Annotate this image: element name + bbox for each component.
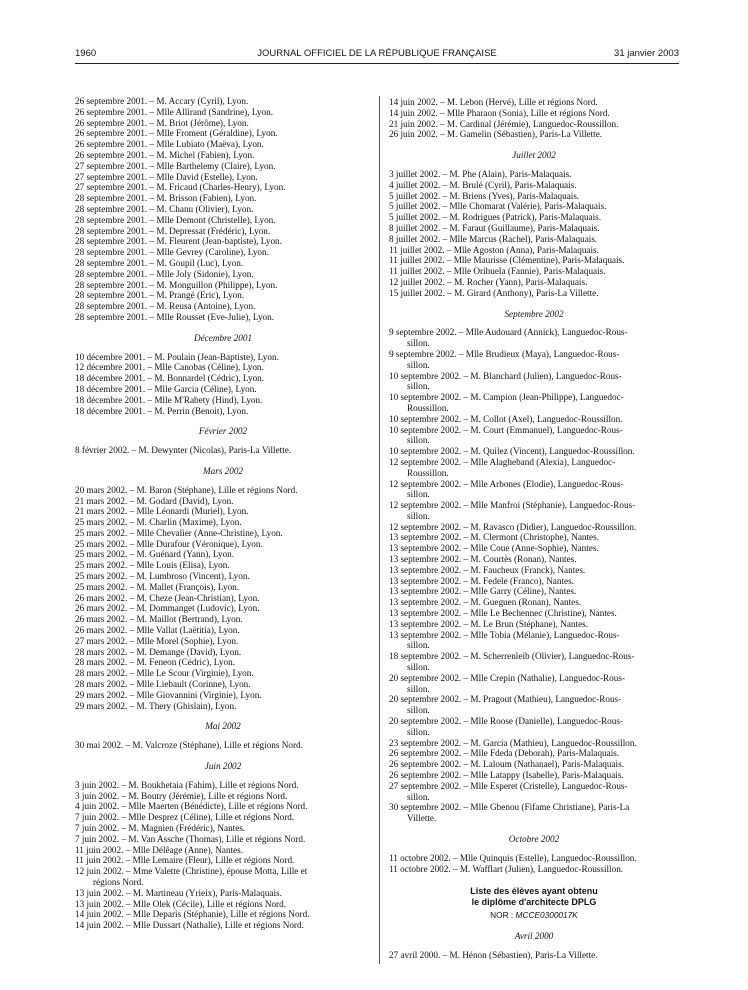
entry-text: 14 juin 2002. – Mlle Dussart (Nathalie), Lille et régions Nord. [75,920,304,931]
entry-text: 20 septembre 2002. – Mlle Roose (Danielle), Languedoc-Rous- [389,716,623,727]
entry-text: 12 juillet 2002. – M. Rocher (Yann), Paris-Malaquais. [389,276,588,287]
entry-text: 26 mars 2002. – Mlle Vallat (Laëtitia), Lyon. [75,625,240,636]
list-entry [75,352,371,363]
entry-text: 7 juin 2002. – Mlle Desprez (Céline), Lille et régions Nord. [75,812,295,823]
issue-date: 31 janvier 2003 [614,48,679,59]
list-entry [389,586,679,597]
month-heading: Septembre 2002 [504,308,564,319]
entry-text: 11 juin 2002. – Mlle Délêage (Anne), Nantes. [75,844,244,855]
entry-text: 3 juin 2002. – M. Boukhetaia (Fahim), Lille et régions Nord. [75,779,299,790]
entry-text: 26 septembre 2001. – M. Accary (Cyril), Lyon. [75,96,249,106]
entry-text: 15 juillet 2002. – M. Girard (Anthony), Paris-La Villette. [389,287,599,298]
list-entry [75,593,371,604]
list-entry [389,180,679,191]
list-entry [75,888,371,899]
list-entry [389,522,679,533]
list-entry [75,549,371,560]
list-entry [75,496,371,507]
entry-text: 23 septembre 2002. – M. Garcia (Mathieu), Languedoc-Roussillon. [389,737,637,748]
list-entry [389,716,679,738]
entry-text: 13 septembre 2002. – Mlle Le Bechennec (Christine), Nantes. [389,608,617,619]
list-entry [389,673,679,695]
diploma-title [389,886,679,907]
entry-text: 28 mars 2002. – Mlle Le Scour (Virginie), Lyon. [75,668,254,679]
entry-continuation: sillon. [407,683,430,694]
entry-text: 14 juin 2002. – M. Lebon (Hervé), Lille et régions Nord. [389,97,598,107]
entry-continuation: sillon. [407,510,430,521]
entry-text: 12 septembre 2002. – Mlle Manfroi (Stéphanie), Languedoc-Rous- [389,500,636,511]
list-entry [389,446,679,457]
list-entry [75,909,371,920]
month-heading: Avril 2000 [514,931,554,942]
entry-text: 26 mars 2002. – M. Dommanget (Ludovic), Lyon. [75,603,260,614]
header-rule [75,63,679,64]
entry-text: 28 septembre 2001. – M. Depressat (Frédéric), Lyon. [75,225,271,236]
entry-text: 18 décembre 2001. – Mlle M'Rabety (Hind), Lyon. [75,394,263,405]
list-entry [389,500,679,522]
entry-text: 21 mars 2002. – M. Godard (David), Lyon. [75,495,234,506]
list-entry [75,582,371,593]
entry-text: 12 septembre 2002. – Mlle Alagheband (Alexia), Languedoc- [389,456,616,467]
list-entry [75,373,371,384]
list-entry [389,554,679,565]
entry-text: 4 juillet 2002. – M. Brulé (Cyril), Paris-Malaquais. [389,179,577,190]
entry-text: 10 septembre 2002. – M. Quilez (Vincent), Languedoc-Roussillon. [389,446,635,457]
list-entry [75,603,371,614]
list-entry [389,97,679,108]
list-entry [389,234,679,245]
month-heading: Décembre 2001 [193,332,253,343]
list-entry [75,384,371,395]
entry-text: 5 juillet 2002. – M. Briens (Yves), Paris-Malaquais. [389,190,580,201]
entry-text: 21 juin 2002. – M. Cardinal (Jérémie), Languedoc-Roussillon. [389,118,619,129]
entry-text: 27 septembre 2002. – Mlle Esperet (Cristelle), Languedoc-Rous- [389,780,628,791]
right-column [389,97,679,961]
list-entry [75,679,371,690]
diploma-title-line: Liste des élèves ayant obtenu [470,886,598,897]
list-entry [389,576,679,587]
list-entry [75,118,371,129]
entry-text: 13 septembre 2002. – M. Faucheux (Franck), Nantes. [389,564,586,575]
list-entry [75,215,371,226]
entry-text: 26 septembre 2002. – Mlle Latappy (Isabelle), Paris-Malaquais. [389,770,624,781]
entry-text: 8 juillet 2002. – M. Faraut (Guillaume), Paris-Malaquais. [389,222,600,233]
list-entry [75,128,371,139]
entry-continuation: sillon. [407,435,430,446]
entry-text: 28 septembre 2001. – M. Chanu (Olivier), Lyon. [75,203,254,214]
entry-text: 10 septembre 2002. – M. Blanchard (Julien), Languedoc-Rous- [389,370,622,381]
list-entry [75,506,371,517]
list-entry [75,150,371,161]
entry-text: 11 juillet 2002. – Mlle Orihuela (Fannie), Paris-Malaquais. [389,266,606,277]
entry-text: 18 décembre 2001. – Mlle Garcia (Céline), Lyon. [75,383,257,394]
list-entry [389,802,679,824]
list-entry [389,694,679,716]
list-entry [389,543,679,554]
entry-text: 12 juin 2002. – Mme Valette (Christine), épouse Motta, Lille et [75,866,308,877]
list-entry [389,266,679,277]
entry-text: 30 septembre 2002. – Mlle Gbenou (Fifame Christiane), Paris-La [389,802,630,813]
entry-text: 14 juin 2002. – Mlle Deparis (Stéphanie), Lille et régions Nord. [75,909,310,920]
journal-title: JOURNAL OFFICIEL DE LA RÉPUBLIQUE FRANÇAISE [257,48,497,59]
entry-text: 5 juillet 2002. – M. Rodrigues (Patrick), Paris-Malaquais. [389,212,602,223]
entry-text: 12 décembre 2001. – Mlle Canobas (Céline), Lyon. [75,362,264,373]
list-entry [75,193,371,204]
entry-text: 18 décembre 2001. – M. Perrin (Benoit), Lyon. [75,405,249,416]
list-entry [389,619,679,630]
list-entry [389,565,679,576]
list-entry [389,191,679,202]
list-entry [389,651,679,673]
list-entry [389,738,679,749]
list-entry [75,812,371,823]
entry-text: 27 mars 2002. – Mlle Morel (Sophie), Lyon. [75,635,239,646]
entry-text: 13 septembre 2002. – M. Fedele (Franco), Nantes. [389,575,574,586]
list-entry [389,597,679,608]
entry-continuation: sillon. [407,791,430,802]
entry-text: 28 mars 2002. – Mlle Liebault (Corinne), Lyon. [75,679,251,690]
entry-text: 4 juin 2002. – Mlle Maerten (Bénédicte), Lille et régions Nord. [75,801,308,812]
list-entry [389,532,679,543]
diploma-title-line: le diplôme d'architecte DPLG [471,896,597,907]
list-entry [75,301,371,312]
list-entry [389,414,679,425]
entry-text: 11 juillet 2002. – Mlle Agoston (Anna), Paris-Malaquais. [389,244,599,255]
entry-text: 28 septembre 2001. – Mlle Joly (Sidonie), Lyon. [75,268,254,279]
month-heading: Mai 2002 [205,721,241,732]
list-entry [75,647,371,658]
entry-text: 9 septembre 2002. – Mlle Brudieux (Maya), Languedoc-Rous- [389,348,620,359]
list-entry [389,781,679,803]
list-entry [75,855,371,866]
entry-text: 13 septembre 2002. – M. Courtès (Ronan), Nantes. [389,554,577,565]
entry-text: 26 juin 2002. – M. Gamelin (Sébastien), Paris-La Villette. [389,129,603,140]
entry-text: 9 septembre 2002. – Mlle Audouard (Annick), Languedoc-Rous- [389,327,628,338]
entry-text: 28 septembre 2001. – M. Prangé (Eric), Lyon. [75,290,245,301]
list-entry [75,560,371,571]
entry-text: 26 septembre 2001. – Mlle Allirand (Sandrine), Lyon. [75,106,274,117]
entry-text: 26 septembre 2001. – Mlle Lubiato (Maëva), Lyon. [75,139,264,150]
entry-text: 27 septembre 2001. – Mlle David (Estelle), Lyon. [75,171,258,182]
list-entry [75,280,371,291]
entry-text: 12 septembre 2002. – M. Ravasco (Didier), Languedoc-Roussillon. [389,521,637,532]
entry-text: 28 mars 2002. – M. Demange (David), Lyon. [75,646,242,657]
left-column [75,96,371,931]
list-entry [75,395,371,406]
entry-text: 21 mars 2002. – Mlle Léonardi (Muriel), Lyon. [75,506,249,517]
list-entry [389,169,679,180]
list-entry [75,780,371,791]
entry-text: 25 mars 2002. – M. Lumbroso (Vincent), Lyon. [75,571,250,582]
entry-text: 13 juin 2002. – Mlle Olek (Cécile), Lille et régions Nord. [75,898,287,909]
entry-text: 13 septembre 2002. – M. Gueguen (Ronan), Nantes. [389,597,582,608]
entry-text: 13 septembre 2002. – Mlle Garry (Céline), Nantes. [389,586,577,597]
entry-text: 18 décembre 2001. – M. Bonnardel (Cédric), Lyon. [75,373,265,384]
entry-text: 13 septembre 2002. – Mlle Tobia (Mélanie), Languedoc-Rous- [389,629,620,640]
entry-text: 26 septembre 2001. – M. Briot (Jérôme), Lyon. [75,117,249,128]
list-entry [75,406,371,417]
entry-text: 28 mars 2002. – M. Feneon (Cédric), Lyon. [75,657,235,668]
entry-text: 25 mars 2002. – M. Charlin (Maxime), Lyon. [75,517,242,528]
list-entry [389,119,679,130]
list-entry [75,571,371,582]
entry-text: 26 septembre 2001. – Mlle Froment (Géraldine), Lyon. [75,128,278,139]
page-header [75,48,679,62]
list-entry [75,920,371,931]
list-entry [75,96,371,107]
list-entry [75,740,371,751]
list-entry [75,362,371,373]
entry-text: 26 septembre 2002. – Mlle Fdeda (Deborah), Paris-Malaquais. [389,748,620,759]
list-entry [75,668,371,679]
list-entry [75,701,371,712]
list-entry [389,853,679,864]
list-entry [75,636,371,647]
month-heading: Juin 2002 [204,761,242,772]
entry-text: 3 juin 2002. – M. Boutry (Jérémie), Lille et régions Nord. [75,790,288,801]
entry-continuation: sillon. [407,359,430,370]
list-entry [75,172,371,183]
list-entry [389,212,679,223]
list-entry [75,290,371,301]
entry-text: 27 septembre 2001. – M. Fricaud (Charles-Henry), Lyon. [75,182,286,193]
list-entry [389,277,679,288]
list-entry [75,312,371,323]
entry-text: 25 mars 2002. – Mlle Chevalier (Anne-Christine), Lyon. [75,527,283,538]
entry-continuation: sillon. [407,489,430,500]
entry-text: 10 septembre 2002. – M. Campion (Jean-Philippe), Languedoc- [389,392,624,403]
entry-text: 10 décembre 2001. – M. Poulain (Jean-Baptiste), Lyon. [75,351,279,362]
entry-text: 28 septembre 2001. – M. Monguillon (Philippe), Lyon. [75,279,278,290]
list-entry [389,630,679,652]
entry-text: 20 mars 2002. – M. Baron (Stéphane), Lille et régions Nord. [75,484,298,495]
list-entry [389,759,679,770]
entry-text: 27 septembre 2001. – Mlle Barthelemy (Claire), Lyon. [75,160,276,171]
entry-text: 28 septembre 2001. – Mlle Gevrey (Caroline), Lyon. [75,247,269,258]
month-heading: Juillet 2002 [512,150,556,161]
entry-text: 26 septembre 2002. – M. Laloum (Nathanael), Paris-Malaquais. [389,759,624,770]
entry-text: 18 septembre 2002. – M. Scherrenleib (Olivier), Languedoc-Rous- [389,651,635,662]
entry-text: 28 septembre 2001. – M. Goupil (Luc), Lyon. [75,257,244,268]
list-entry [75,485,371,496]
entry-text: 13 septembre 2002. – M. Le Brun (Stéphane), Nantes. [389,618,589,629]
list-entry [75,625,371,636]
list-entry [389,371,679,393]
month-heading: Mars 2002 [202,465,244,476]
entry-text: 26 mars 2002. – M. Maillot (Bertrand), Lyon. [75,614,243,625]
list-entry [75,204,371,215]
entry-continuation: Roussillon. [407,402,449,413]
entry-text: 12 septembre 2002. – Mlle Arbones (Elodie), Languedoc-Rous- [389,478,624,489]
list-entry [389,748,679,759]
list-entry [75,258,371,269]
list-entry [75,690,371,701]
list-entry [389,770,679,781]
list-entry [389,108,679,119]
entry-text: 13 juin 2002. – M. Martineau (Yrieix), Paris-Malaquais. [75,887,282,898]
entry-text: 26 mars 2002. – M. Cheze (Jean-Christian), Lyon. [75,592,260,603]
entry-text: 11 octobre 2002. – Mlle Quinquis (Estelle), Languedoc-Roussillon. [389,852,637,863]
list-entry [389,223,679,234]
entry-text: 3 juillet 2002. – M. Phe (Alain), Paris-Malaquais. [389,168,572,179]
list-entry [389,425,679,447]
entry-text: 28 septembre 2001. – M. Brisson (Fabien), Lyon. [75,193,257,204]
entry-continuation: Villette. [407,813,437,824]
list-entry [75,236,371,247]
entry-continuation: Roussillon. [407,467,449,478]
month-heading: Octobre 2002 [508,834,560,844]
list-entry [75,657,371,668]
nor-label: NOR : [490,910,514,921]
entry-continuation: sillon. [407,381,430,392]
entry-text: 29 mars 2002. – Mlle Giovannini (Virginie), Lyon. [75,689,262,700]
entry-continuation: régions Nord. [93,877,144,887]
list-entry [389,457,679,479]
list-entry [389,245,679,256]
list-entry [389,950,679,961]
list-entry [389,479,679,501]
list-entry [389,288,679,299]
entry-text: 8 juillet 2002. – Mlle Marcus (Rachel), Paris-Malaquais. [389,233,598,244]
list-entry [389,392,679,414]
entry-text: 28 septembre 2001. – Mlle Demont (Christelle), Lyon. [75,214,276,225]
entry-text: 11 juillet 2002. – Mlle Maurisse (Clémentine), Paris-Malaquais. [389,255,625,266]
column-divider [379,96,380,964]
list-entry [75,139,371,150]
list-entry [389,255,679,266]
entry-text: 7 juin 2002. – M. Magnien (Frédéric), Nantes. [75,823,246,834]
month-heading: Février 2002 [198,426,248,437]
entry-text: 20 septembre 2002. – M. Pragout (Mathieu), Languedoc-Rous- [389,694,622,705]
entry-text: 10 septembre 2002. – M. Court (Emmanuel), Languedoc-Rous- [389,424,623,435]
list-entry [75,107,371,118]
list-entry [75,866,371,888]
list-entry [75,445,371,456]
entry-text: 11 juin 2002. – Mlle Lemaire (Fleur), Lille et régions Nord. [75,855,295,866]
list-entry [75,823,371,834]
list-entry [75,161,371,172]
entry-text: 13 septembre 2002. – M. Clermont (Christophe), Nantes. [389,532,600,543]
list-entry [75,801,371,812]
entry-text: 14 juin 2002. – Mlle Pharaon (Sonia), Lille et régions Nord. [389,107,610,118]
page-number: 1960 [75,48,97,59]
nor-code: MCCE0300017K [515,910,578,921]
list-entry [75,539,371,550]
list-entry [389,327,679,349]
entry-text: 29 mars 2002. – M. Thery (Ghislain), Lyon. [75,700,237,711]
list-entry [75,845,371,856]
entry-text: 26 septembre 2001. – M. Michel (Fabien), Lyon. [75,149,255,160]
entry-text: 25 mars 2002. – Mlle Louis (Elisa), Lyon. [75,560,230,571]
list-entry [75,247,371,258]
entry-continuation: sillon. [407,662,430,673]
list-entry [75,528,371,539]
entry-text: 13 septembre 2002. – Mlle Coue (Anne-Sophie), Nantes. [389,543,599,554]
entry-text: 27 avril 2000. – M. Hénon (Sébastien), Paris-La Villette. [389,949,598,960]
entry-text: 28 septembre 2001. – Mlle Rousset (Eve-Julie), Lyon. [75,311,275,322]
entry-text: 8 février 2002. – M. Dewynter (Nicolas), Paris-La Villette. [75,445,292,456]
list-entry [75,834,371,845]
entry-text: 10 septembre 2002. – M. Collot (Axel), Languedoc-Roussillon. [389,413,623,424]
list-entry [75,614,371,625]
entry-text: 28 septembre 2001. – M. Fleurent (Jean-baptiste), Lyon. [75,236,282,247]
list-entry [75,182,371,193]
list-entry [75,269,371,280]
entry-text: 25 mars 2002. – M. Guénard (Yann), Lyon. [75,549,235,560]
list-entry [75,791,371,802]
entry-continuation: sillon. [407,640,430,651]
entry-text: 25 mars 2002. – M. Mallet (François), Lyon. [75,581,240,592]
entry-text: 30 mai 2002. – M. Valcroze (Stéphane), Lille et régions Nord. [75,740,303,751]
entry-text: 28 septembre 2001. – M. Reusa (Antoine), Lyon. [75,301,256,312]
list-entry [389,864,679,875]
entry-continuation: sillon. [407,726,430,737]
nor-reference [389,910,679,921]
entry-text: 20 septembre 2002. – Mlle Crepin (Nathalie), Languedoc-Rous- [389,672,626,683]
list-entry [75,517,371,528]
entry-continuation: sillon. [407,705,430,716]
list-entry [75,226,371,237]
entry-text: 11 octobre 2002. – M. Wafflart (Julien), Languedoc-Roussillon. [389,863,624,874]
entry-text: 5 juillet 2002. – Mlle Chomarat (Valérie), Paris-Malaquais. [389,201,607,212]
entry-text: 25 mars 2002. – Mlle Durafour (Véronique), Lyon. [75,538,263,549]
list-entry [75,899,371,910]
entry-text: 7 juin 2002. – M. Van Assche (Thomas), Lille et régions Nord. [75,833,306,844]
list-entry [389,129,679,140]
list-entry [389,201,679,212]
list-entry [389,608,679,619]
list-entry [389,349,679,371]
entry-continuation: sillon. [407,338,430,349]
